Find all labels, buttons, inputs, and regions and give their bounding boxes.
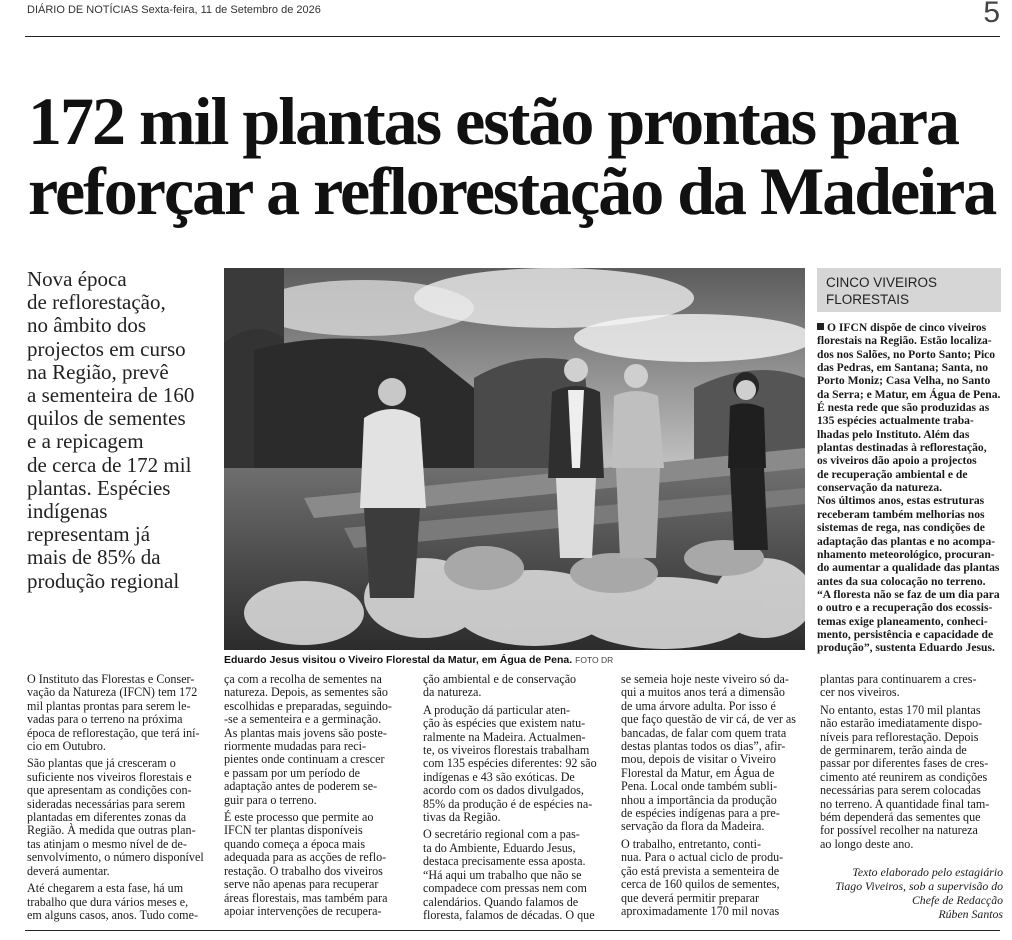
signature-line: Rúben Santos: [938, 907, 1003, 921]
body-line: trabalho que dura vários meses e,: [27, 894, 189, 909]
top-rule: [25, 36, 1000, 37]
sidebar-text-line: Porto Moniz; Casa Velha, no Santo: [817, 374, 991, 388]
body-line: servação da flora da Madeira.: [621, 819, 765, 834]
bullet-square-icon: [817, 323, 824, 330]
lead-line: de cerca de 172 mil: [27, 452, 192, 477]
lead-line: no âmbito dos: [27, 313, 146, 338]
sidebar-text-line: antes da sua colocação no terreno.: [817, 574, 986, 588]
article-column-3: [423, 673, 613, 922]
sidebar-title-line: FLORESTAIS: [826, 292, 910, 307]
body-line: em alguns casos, anos. Tudo come-: [27, 907, 198, 922]
body-line: ralmente na Madeira. Actualmen-: [423, 729, 586, 744]
body-line: Pena. Local onde também subli-: [621, 779, 778, 794]
lead-line: indígenas: [27, 499, 108, 524]
photo-credit: FOTO DR: [575, 655, 614, 665]
body-line: adaptação antes de poderem se-: [224, 779, 378, 794]
signature-line: Chefe de Redacção: [911, 893, 1003, 907]
body-line: que apresentam as condições con-: [27, 783, 192, 798]
body-line: de espécies indígenas para a pre-: [621, 806, 780, 821]
body-line: plantas para continuarem a cres-: [820, 672, 977, 686]
sidebar-text-line: sistemas de rega, nas condições de: [817, 521, 985, 535]
body-line: sideradas necessárias para serem: [27, 796, 186, 811]
body-line: calendários. Quando falamos de: [423, 894, 579, 909]
body-line: vação da Natureza (IFCN) tem 172: [27, 685, 198, 700]
body-line: te, os viveiros florestais trabalham: [423, 743, 590, 758]
sidebar-title-line: CINCO VIVEIROS: [826, 275, 938, 290]
lead-line: projectos em curso: [27, 336, 186, 361]
body-line: plantadas em diferentes zonas da: [27, 810, 187, 825]
body-line: época de reflorestação, que terá iní-: [27, 725, 200, 740]
sidebar-text-line: dos nos Salões, no Porto Santo; Pico: [817, 347, 996, 361]
body-line: ta do Ambiente, Eduardo Jesus,: [423, 840, 576, 855]
body-line: com 135 espécies diferentes: 92 são: [423, 756, 597, 771]
headline: [28, 83, 998, 229]
sidebar-text-line: É nesta rede que são produzidas as: [817, 401, 990, 415]
body-line: destaca precisamente essa aposta.: [423, 854, 586, 869]
body-line: floresta, falamos de décadas. O que: [423, 907, 595, 922]
article-column-2: [224, 673, 414, 918]
body-line: níveis para reflorestação. Depois: [820, 729, 979, 744]
lead-line: representam já: [27, 522, 151, 547]
body-line: destas plantas todos os dias”, afir-: [621, 739, 786, 754]
body-line: adequada para as acções de reflo-: [224, 850, 387, 865]
body-line: cer nos viveiros.: [820, 685, 900, 700]
page-number: 5: [983, 0, 1000, 29]
body-line: natureza. Depois, as sementes são: [224, 685, 388, 700]
body-line: Região. À medida que outras plan-: [27, 823, 196, 838]
body-line: for possível recolher na natureza: [820, 823, 978, 838]
article-column-5: [820, 673, 1005, 851]
body-line: “Há aqui um trabalho que não se: [423, 867, 582, 882]
body-line: da natureza.: [423, 685, 482, 700]
body-line: guir para o terreno.: [224, 792, 317, 807]
body-line: restação. O trabalho dos viveiros: [224, 863, 383, 878]
body-line: e passam por um período de: [224, 765, 361, 780]
article-photo: [224, 268, 805, 650]
lead-line: a sementeira de 160: [27, 383, 195, 408]
body-line: áreas florestais, mas também para: [224, 890, 388, 905]
body-line: mil plantas prontas para serem le-: [27, 698, 191, 713]
body-line: qui a muitos anos terá a dimensão: [621, 685, 785, 700]
body-line: bancadas, de falar com quem trata: [621, 725, 787, 740]
body-line: São plantas que já cresceram o: [27, 756, 176, 771]
body-line: O secretário regional com a pas-: [423, 827, 580, 842]
body-line: indígenas e 43 são exóticas. De: [423, 769, 575, 784]
body-line: quando começa a época mais: [224, 836, 366, 851]
lead-line: de reflorestação,: [27, 290, 166, 315]
sidebar-text-line: O IFCN dispõe de cinco viveiros: [817, 321, 1005, 334]
body-line: deverá aumentar.: [27, 863, 110, 878]
sidebar-text-line: florestais na Região. Estão localiza-: [817, 334, 992, 348]
author-signature: [800, 865, 1003, 921]
body-line: nhou a importância da produção: [621, 792, 777, 807]
body-line: ção ambiental e de conservação: [423, 672, 577, 686]
sidebar-text-line: os viveiros dão apoio a projectos: [817, 454, 977, 468]
body-line: que deverá permitir preparar: [621, 890, 759, 905]
sidebar-text-line: 135 espécies actualmente traba-: [817, 414, 974, 428]
body-line: É este processo que permite ao: [224, 810, 374, 825]
photo-caption: [224, 654, 824, 666]
lead-line: mais de 85% da: [27, 545, 161, 570]
sidebar-text-line: da Serra; e Matur, em Água de Pena.: [817, 387, 1001, 401]
body-line: aproximadamente 170 mil novas: [621, 903, 780, 918]
article-column-1: [27, 673, 217, 922]
body-line: bém dependerá das sementes que: [820, 810, 981, 825]
sidebar-text-line: o outro e a recuperação dos ecossis-: [817, 601, 993, 615]
body-line: O trabalho, entretanto, conti-: [621, 836, 762, 851]
caption-text: Eduardo Jesus visitou o Viveiro Florestal da Matur, em Água de Pena.: [224, 654, 573, 666]
body-line: compadece com pressas nem com: [423, 881, 587, 896]
sidebar-text-line: adaptação das plantas e no acompa-: [817, 534, 996, 548]
body-line: As plantas mais jovens são poste-: [224, 725, 387, 740]
lead-line: Nova época: [27, 267, 127, 291]
body-line: no terreno. A quantidade final tam-: [820, 796, 990, 811]
body-line: ça com a recolha de sementes na: [224, 672, 382, 686]
sidebar-text-line: receberam também melhorias nos: [817, 507, 985, 521]
body-line: riormente mudadas para reci-: [224, 739, 367, 754]
lead-line: plantas. Espécies: [27, 475, 171, 500]
sidebar-text-line: Nos últimos anos, estas estruturas: [817, 494, 985, 508]
body-line: tas atinjam o mesmo nível de de-: [27, 836, 187, 851]
body-line: ao longo deste ano.: [820, 836, 914, 851]
body-line: que faço questão de vir cá, de ver as: [621, 712, 796, 727]
signature-line: Tiago Viveiros, sob a supervisão do: [835, 879, 1003, 893]
body-line: mou, depois de visitar o Viveiro: [621, 752, 776, 767]
body-line: No entanto, estas 170 mil plantas: [820, 702, 981, 717]
body-line: Até chegarem a esta fase, há um: [27, 881, 184, 896]
lead-line: e a repicagem: [27, 429, 144, 454]
signature-line: Texto elaborado pelo estagiário: [852, 865, 1003, 879]
sidebar-text-line: de recuperação ambiental e de: [817, 467, 968, 481]
body-line: cimento até reunirem as condições: [820, 769, 988, 784]
body-line: vadas para o terreno na próxima: [27, 712, 183, 727]
newspaper-folio: DIÁRIO DE NOTÍCIAS Sexta-feira, 11 de Setembro de 2026: [27, 4, 321, 16]
lead-line: na Região, prevê: [27, 359, 169, 384]
body-line: escolhidas e preparadas, seguindo-: [224, 698, 392, 713]
body-line: cerca de 160 quilos de sementes,: [621, 877, 780, 892]
lead-paragraph: [27, 268, 217, 593]
body-line: O Instituto das Florestas e Conser-: [27, 672, 195, 686]
sidebar-text-line: do aumentar a qualidade das plantas: [817, 561, 1000, 575]
sidebar-text-line: nhamento meteorológico, procuran-: [817, 547, 995, 561]
body-line: suficiente nos viveiros florestais e: [27, 769, 192, 784]
body-line: tivas da Região.: [423, 810, 501, 825]
headline-line: 172 mil plantas estão prontas para: [28, 83, 959, 159]
bottom-rule: [25, 930, 1000, 931]
sidebar-heading: [817, 268, 1001, 312]
body-line: nua. Para o actual ciclo de produ-: [621, 850, 784, 865]
body-line: cio em Outubro.: [27, 739, 106, 754]
body-line: ção está prevista a sementeira de: [621, 863, 780, 878]
sidebar-text-line: produção”, sustenta Eduardo Jesus.: [817, 641, 995, 655]
lead-line: produção regional: [27, 568, 180, 593]
headline-line: reforçar a reflorestação da Madeira: [28, 153, 996, 229]
body-line: senvolvimento, o número disponível: [27, 850, 204, 865]
body-line: de germinarem, terão ainda de: [820, 743, 967, 758]
sidebar-text-line: conservação da natureza.: [817, 481, 943, 495]
sidebar-text-line: temas exige planeamento, conheci-: [817, 614, 988, 628]
sidebar-text-line: das Pedras, em Santana; Santa, no: [817, 361, 989, 375]
sidebar-text-line: plantas destinadas à reflorestação,: [817, 441, 987, 455]
body-line: apoiar intervenções de recupera-: [224, 903, 382, 918]
body-line: 85% da produção é de espécies na-: [423, 796, 593, 811]
body-line: passar por diferentes fases de cres-: [820, 756, 989, 771]
sidebar-text-line: “A floresta não se faz de um dia para: [817, 587, 1000, 601]
body-line: A produção dá particular aten-: [423, 702, 571, 717]
lead-line: quilos de sementes: [27, 406, 186, 431]
body-line: se semeia hoje neste viveiro só da-: [621, 672, 789, 686]
body-line: Florestal da Matur, em Água de: [621, 765, 775, 780]
body-line: não estarão imediatamente dispo-: [820, 716, 983, 731]
body-line: serve não apenas para recuperar: [224, 877, 379, 892]
body-line: de uma árvore adulta. Por isso é: [621, 698, 776, 713]
sidebar-text-line: lhadas pelo Instituto. Além das: [817, 427, 970, 441]
sidebar-text-line: mento, persistência e capacidade de: [817, 627, 994, 641]
body-line: -se a sementeira e a germinação.: [224, 712, 382, 727]
sidebar-body: [817, 321, 1005, 655]
body-line: pientes onde continuam a crescer: [224, 752, 385, 767]
body-line: ção às espécies que existem natu-: [423, 716, 586, 731]
article-column-4: [621, 673, 811, 918]
body-line: IFCN ter plantas disponíveis: [224, 823, 363, 838]
body-line: necessárias para serem colocadas: [820, 783, 981, 798]
body-line: acordo com os dados divulgados,: [423, 783, 584, 798]
